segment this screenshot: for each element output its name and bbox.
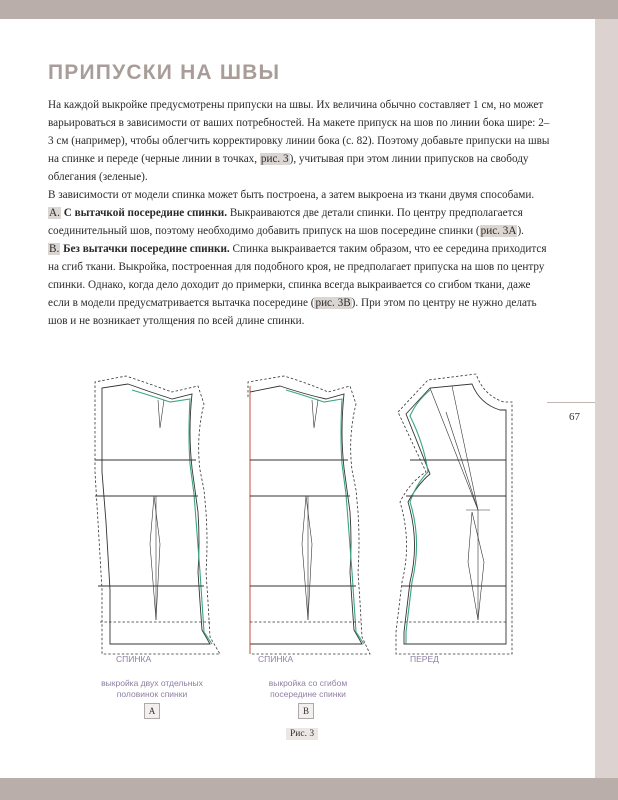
waist-dart-front bbox=[468, 512, 484, 620]
bust-dart-front-2 bbox=[446, 412, 478, 510]
paragraph-methods: В зависимости от модели спинка может быть построена, а затем выкроена из ткани двумя способами. bbox=[48, 189, 535, 201]
page-number: 67 bbox=[569, 411, 580, 423]
pattern-back-b bbox=[248, 376, 370, 654]
pattern-front bbox=[396, 374, 512, 654]
option-b-letter: B. bbox=[49, 243, 60, 255]
neck-dart-a bbox=[158, 400, 164, 428]
top-decorative-bar bbox=[0, 0, 618, 19]
pattern-back-a bbox=[95, 376, 220, 654]
page-number-rule bbox=[547, 402, 595, 403]
caption-a: выкройка двух отдельных половинок спинки bbox=[101, 678, 203, 699]
figure-letter-a: A bbox=[144, 703, 160, 719]
figure-ref-link[interactable]: рис. 3 bbox=[260, 153, 289, 165]
figure-3a-ref-link[interactable]: рис. 3A bbox=[480, 225, 517, 237]
seam-allowance-a bbox=[95, 376, 220, 654]
bottom-decorative-bar bbox=[0, 778, 618, 800]
paragraph-option-b bbox=[48, 240, 554, 330]
outline-back-b bbox=[250, 386, 362, 644]
figure-3b-ref-link[interactable]: рис. 3B bbox=[315, 297, 351, 309]
paragraph-intro-text-end: ), учитывая при этом линии припусков на свободу облегания (зеленые). bbox=[48, 153, 529, 183]
option-a-end: ). bbox=[517, 225, 524, 237]
paragraph-intro-text: На каждой выкройке предусмотрены припуски на швы. Их величина обычно составляет 1 см, но может варьироваться в зависимости от ваших потребностей. На макете припуск на шов по линии бока шире: 2–3 см (например), чтобы облегчить корректировку линии бока (с. 82). Поэтому добавьте припуски на швы на спинке и переде (черные линии в точках, bbox=[48, 99, 550, 165]
body-text bbox=[48, 96, 554, 330]
figure-letter-b: B bbox=[298, 703, 314, 719]
option-b-text: Спинка выкраивается таким образом, что ее середина приходится на сгиб ткани. Выкройка, построенная для подобного кроя, не предполагает припуска на шов по центру спинки. Однако, когда дело доходит до примерки, спинка всегда выкраивается со сгибом ткани, даже если в модели предусматривается вытачка посередине ( bbox=[48, 243, 547, 309]
outline-front bbox=[404, 384, 506, 644]
figure-caption-ref: Рис. 3 bbox=[286, 728, 318, 740]
option-a-heading: С вытачкой посередине спинки. bbox=[60, 207, 228, 219]
ease-line-front bbox=[406, 390, 430, 644]
paragraph-option-a bbox=[48, 204, 554, 240]
waist-dart-a bbox=[150, 496, 160, 620]
bust-dart-front bbox=[430, 386, 478, 510]
option-a-letter: A. bbox=[49, 207, 60, 219]
paragraph-intro bbox=[48, 96, 554, 186]
label-back-b: СПИНКА bbox=[258, 654, 294, 664]
label-back-a: СПИНКА bbox=[116, 654, 152, 664]
waist-dart-b bbox=[302, 496, 312, 620]
option-b-end: ). При этом по центру не нужно делать шов и не возникает утолщения по всей длине спинки. bbox=[48, 297, 537, 327]
option-a-text: Выкраиваются две детали спинки. По центру предполагается соединительный шов, поэтому необходимо добавить припуск на шов посередине спинки ( bbox=[48, 207, 523, 237]
option-b-heading: Без вытачки посередине спинки. bbox=[60, 243, 230, 255]
seam-allowance-b bbox=[248, 376, 370, 654]
page-title: ПРИПУСКИ НА ШВЫ bbox=[48, 61, 281, 84]
neck-dart-b bbox=[312, 400, 318, 428]
caption-b: выкройка со сгибом посередине спинки bbox=[268, 678, 348, 699]
page-edge-band bbox=[595, 19, 618, 778]
label-front: ПЕРЕД bbox=[410, 654, 439, 664]
